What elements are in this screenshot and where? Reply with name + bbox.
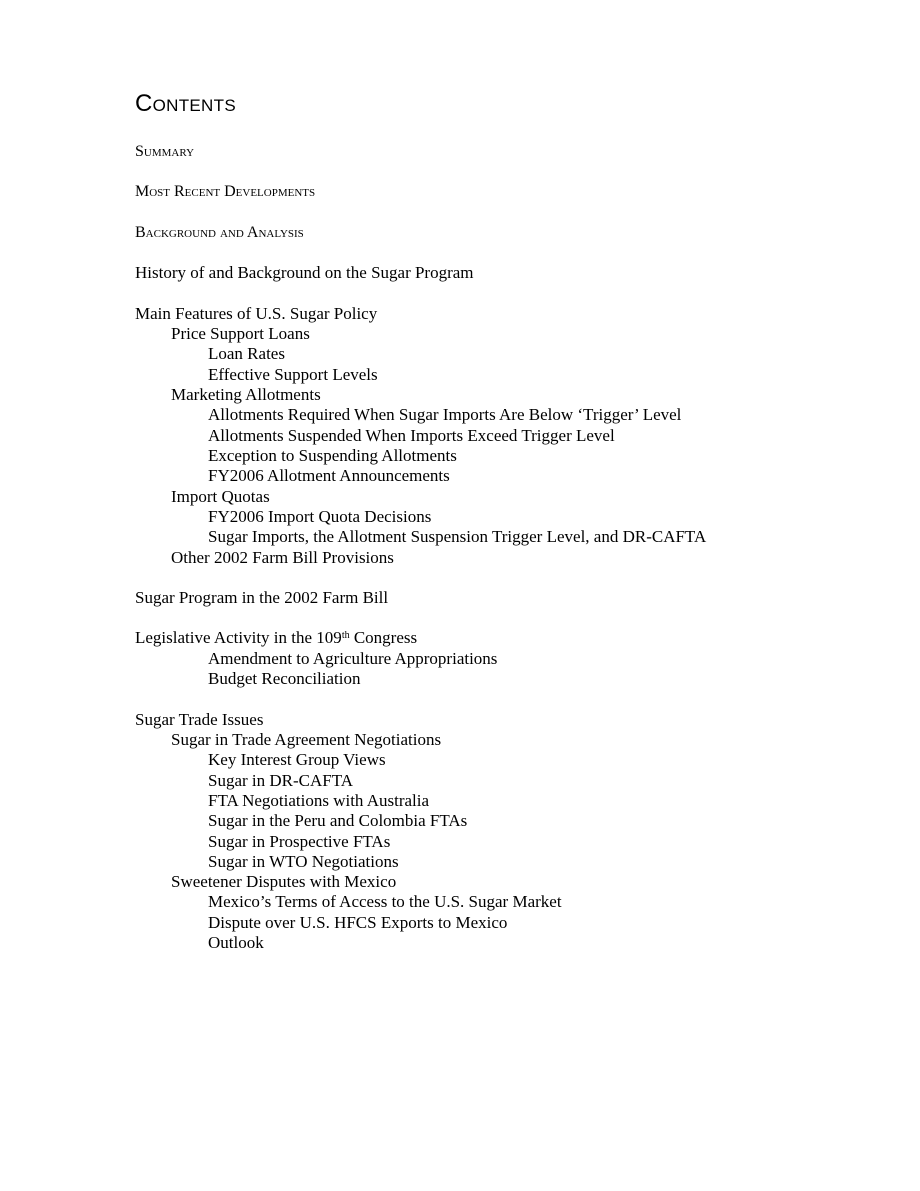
toc-entry-import-quotas[interactable]: Import Quotas <box>171 487 270 506</box>
toc-entry-agriculture-appropriations[interactable]: Amendment to Agriculture Appropriations <box>208 649 498 668</box>
toc-entry-legislative-activity[interactable] <box>135 628 417 648</box>
legislative-suffix: Congress <box>349 628 418 647</box>
toc-entry-main-features[interactable]: Main Features of U.S. Sugar Policy <box>135 304 378 323</box>
toc-entry-background-analysis[interactable]: Background and Analysis <box>135 224 304 241</box>
legislative-prefix: Legislative Activity in the 109 <box>135 628 342 647</box>
toc-entry-allotments-required[interactable]: Allotments Required When Sugar Imports Are Below ‘Trigger’ Level <box>208 405 682 424</box>
toc-entry-outlook[interactable]: Outlook <box>208 933 264 952</box>
toc-entry-budget-reconciliation[interactable]: Budget Reconciliation <box>208 669 361 688</box>
toc-entry-trade-negotiations[interactable]: Sugar in Trade Agreement Negotiations <box>171 730 442 749</box>
toc-entry-wto-negotiations[interactable]: Sugar in WTO Negotiations <box>208 852 399 871</box>
toc-entry-australia-fta[interactable]: FTA Negotiations with Australia <box>208 791 430 810</box>
toc-entry-marketing-allotments[interactable]: Marketing Allotments <box>171 385 321 404</box>
toc-entry-sugar-imports-trigger[interactable]: Sugar Imports, the Allotment Suspension Trigger Level, and DR-CAFTA <box>208 527 707 546</box>
toc-entry-fy2006-allotments[interactable]: FY2006 Allotment Announcements <box>208 466 450 485</box>
contents-title: Contents <box>135 90 236 117</box>
toc-entry-allotments-suspended[interactable]: Allotments Suspended When Imports Exceed Trigger Level <box>208 426 615 445</box>
toc-entry-exception-suspending[interactable]: Exception to Suspending Allotments <box>208 446 457 465</box>
toc-entry-mexico-disputes[interactable]: Sweetener Disputes with Mexico <box>171 872 397 891</box>
toc-entry-dr-cafta[interactable]: Sugar in DR-CAFTA <box>208 771 354 790</box>
toc-entry-prospective-ftas[interactable]: Sugar in Prospective FTAs <box>208 832 391 851</box>
toc-entry-history[interactable]: History of and Background on the Sugar Program <box>135 263 474 282</box>
toc-entry-effective-support-levels[interactable]: Effective Support Levels <box>208 365 378 384</box>
toc-entry-interest-group-views[interactable]: Key Interest Group Views <box>208 750 386 769</box>
toc-entry-peru-colombia-fta[interactable]: Sugar in the Peru and Colombia FTAs <box>208 811 468 830</box>
toc-entry-price-support-loans[interactable]: Price Support Loans <box>171 324 310 343</box>
toc-entry-hfcs-dispute[interactable]: Dispute over U.S. HFCS Exports to Mexico <box>208 913 508 932</box>
toc-entry-sugar-trade-issues[interactable]: Sugar Trade Issues <box>135 710 264 729</box>
toc-entry-recent-developments[interactable]: Most Recent Developments <box>135 183 316 200</box>
toc-entry-mexico-access[interactable]: Mexico’s Terms of Access to the U.S. Sugar Market <box>208 892 562 911</box>
toc-entry-fy2006-import-quota[interactable]: FY2006 Import Quota Decisions <box>208 507 432 526</box>
toc-entry-loan-rates[interactable]: Loan Rates <box>208 344 285 363</box>
toc-entry-other-farm-bill[interactable]: Other 2002 Farm Bill Provisions <box>171 548 394 567</box>
toc-entry-summary[interactable]: Summary <box>135 143 195 160</box>
legislative-ordinal-suffix: th <box>341 630 350 641</box>
toc-entry-farm-bill-2002[interactable]: Sugar Program in the 2002 Farm Bill <box>135 588 389 607</box>
